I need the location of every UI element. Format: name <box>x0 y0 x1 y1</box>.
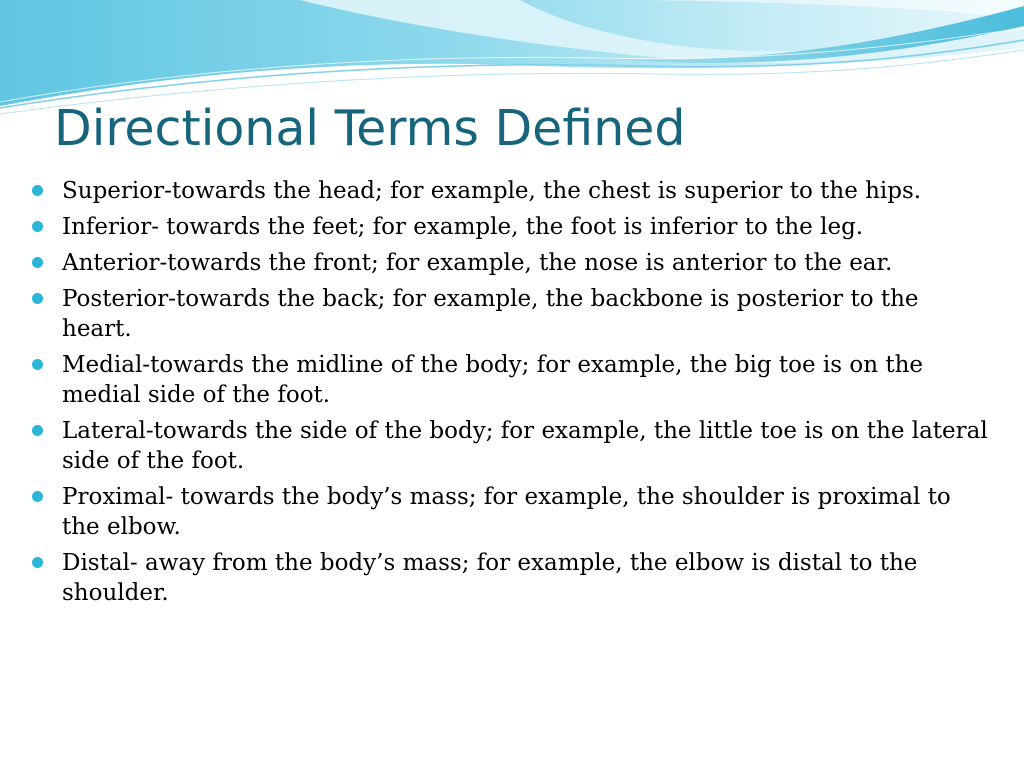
round-bullet-icon <box>32 293 43 304</box>
round-bullet-icon <box>32 257 43 268</box>
bullet-item <box>32 284 992 344</box>
bullet-text: Proximal- towards the body’s mass; for example, the shoulder is proximal to the elbow. <box>62 484 951 540</box>
bullet-list <box>32 176 992 614</box>
bullet-item <box>32 176 992 206</box>
bullet-text: Distal- away from the body’s mass; for example, the elbow is distal to the shoulder. <box>62 550 918 606</box>
slide-title: Directional Terms Defined <box>54 100 686 157</box>
bullet-item <box>32 548 992 608</box>
bullet-item <box>32 482 992 542</box>
bullet-text: Anterior-towards the front; for example, the nose is anterior to the ear. <box>62 250 893 276</box>
round-bullet-icon <box>32 221 43 232</box>
bullet-item <box>32 350 992 410</box>
round-bullet-icon <box>32 557 43 568</box>
round-bullet-icon <box>32 491 43 502</box>
bullet-text: Medial-towards the midline of the body; for example, the big toe is on the medial side of the foot. <box>62 352 924 408</box>
bullet-item <box>32 212 992 242</box>
bullet-item <box>32 248 992 278</box>
round-bullet-icon <box>32 425 43 436</box>
bullet-text: Inferior- towards the feet; for example, the foot is inferior to the leg. <box>62 214 864 240</box>
round-bullet-icon <box>32 359 43 370</box>
bullet-text: Superior-towards the head; for example, the chest is superior to the hips. <box>62 178 922 204</box>
bullet-text: Posterior-towards the back; for example, the backbone is posterior to the heart. <box>62 286 919 342</box>
bullet-text: Lateral-towards the side of the body; for example, the little toe is on the lateral side of the foot. <box>62 418 988 474</box>
bullet-item <box>32 416 992 476</box>
round-bullet-icon <box>32 185 43 196</box>
